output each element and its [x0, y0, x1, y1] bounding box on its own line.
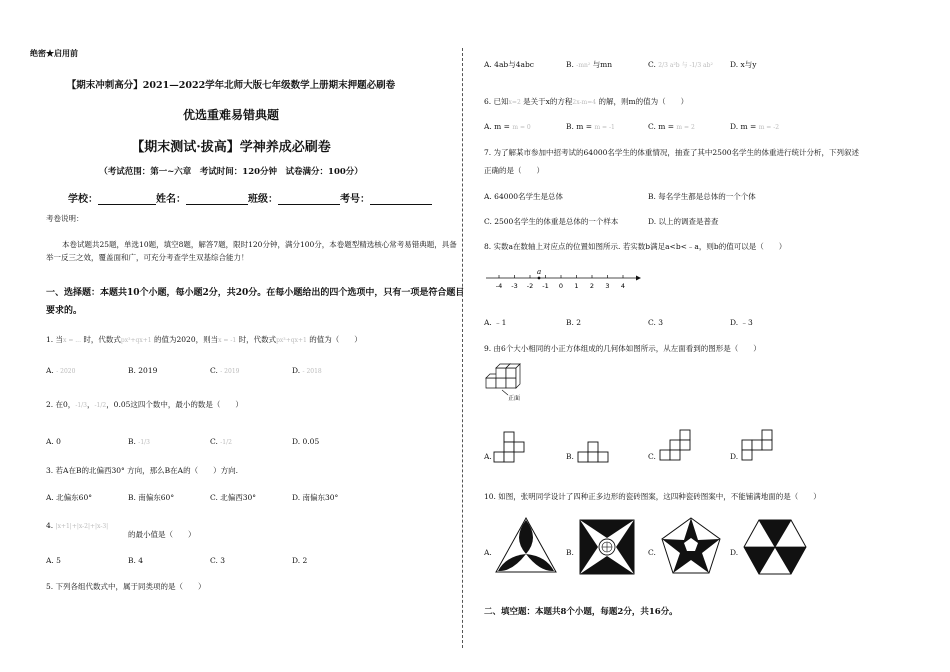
number-line-tick-label: 3	[605, 282, 610, 290]
number-line-tick-label: -2	[526, 282, 534, 290]
secret-label: 绝密★启用前	[30, 48, 78, 58]
school-field[interactable]	[98, 195, 156, 205]
cube-face	[506, 378, 516, 388]
q8-option-d[interactable]: D. ﹣3	[730, 318, 753, 327]
q5-option-d[interactable]: D. x与y	[730, 60, 757, 69]
q9-option-d[interactable]: D.	[730, 452, 739, 461]
q4-option-b[interactable]: B. 4	[128, 556, 144, 565]
q10-tile-triangle	[494, 516, 558, 576]
q2-text-c: ，0.05这四个数中，最小的数是（ ）	[106, 400, 243, 409]
q9-shape-a	[494, 430, 534, 466]
point-a-label: a	[537, 268, 542, 276]
cube-solid-figure	[484, 364, 534, 404]
q3-option-d[interactable]: D. 南偏东30°	[292, 493, 339, 502]
q2-option-a[interactable]: A. 0	[46, 437, 61, 446]
q2-frac-1: -1/3	[75, 402, 87, 409]
q4-text-a: 4.	[46, 521, 54, 530]
q4-option-d[interactable]: D. 2	[292, 556, 308, 565]
q5-option-a[interactable]: A. 4ab与4abc	[484, 60, 534, 69]
number-line-tick-label: 1	[574, 282, 579, 290]
q4-math-expr: |x+1|+|x-2|+|x-3|	[55, 523, 109, 530]
q6-option-a[interactable]: A. m = m = 0	[484, 122, 531, 131]
q9-shape-d	[742, 428, 782, 468]
exam-no-label: 考号：	[340, 194, 370, 205]
name-label: 姓名：	[156, 194, 186, 205]
q9-shape-b	[578, 440, 618, 468]
q1-option-c[interactable]: C. - 2019	[210, 366, 240, 375]
q7-option-a[interactable]: A. 64000名学生是总体	[484, 192, 564, 201]
question-4-tail: 的最小值是（ ）	[128, 530, 196, 539]
q5-option-c[interactable]: C. 2/3 a²b 与 -1/3 ab²	[648, 60, 713, 69]
q8-option-a[interactable]: A. ﹣1	[484, 318, 507, 327]
q9-option-c[interactable]: C.	[648, 452, 656, 461]
q3-option-b[interactable]: B. 南偏东60°	[128, 493, 175, 502]
column-divider	[462, 48, 463, 648]
q2-frac-2: -1/2	[94, 402, 107, 409]
number-line	[484, 266, 644, 292]
q6-option-b[interactable]: B. m = m = -1	[566, 122, 615, 131]
class-field[interactable]	[278, 195, 340, 205]
exam-title: 【期末冲刺高分】2021—2022学年北师大版七年级数学上册期末押题必刷卷	[66, 80, 396, 91]
cube-face	[486, 378, 496, 388]
q10-option-c[interactable]: C.	[648, 548, 656, 557]
q1-math-expr: px³+qx+1	[120, 337, 152, 344]
number-line-tick-label: -4	[495, 282, 503, 290]
q1-text-e: 的值为（ ）	[309, 335, 362, 344]
question-5: 5. 下列各组代数式中，属于同类项的是（ ）	[46, 582, 206, 591]
cube-face	[496, 378, 506, 388]
section2-heading: 二、填空题：本题共8个小题，每题2分，共16分。	[484, 607, 678, 617]
q1-option-a[interactable]: A. - 2020	[46, 366, 76, 375]
question-6	[484, 97, 688, 108]
q1-text-b: 时，代数式	[83, 335, 121, 344]
exam-subtitle: 优选重难易错典题	[182, 108, 279, 122]
class-label: 班级：	[248, 194, 278, 205]
front-view-label: 正面	[508, 395, 521, 402]
number-line-tick-label: 0	[558, 282, 564, 290]
q6-math-x: x=2	[508, 99, 521, 106]
q3-option-a[interactable]: A. 北偏东60°	[46, 493, 92, 502]
q2-option-c[interactable]: C. -1/2	[210, 437, 232, 446]
q1-text-d: 时，代数式	[238, 335, 277, 344]
question-4	[46, 521, 108, 532]
q10-option-d[interactable]: D.	[730, 548, 739, 557]
number-line-tick-label: -1	[542, 282, 549, 290]
q6-text-a: 6. 已知	[484, 97, 509, 106]
number-line-tick-label: 4	[620, 282, 626, 290]
q9-option-b[interactable]: B.	[566, 452, 574, 461]
point-a-dot	[538, 277, 541, 280]
cube-face	[506, 368, 516, 378]
question-2	[46, 400, 243, 411]
exam-main-title: 【期末测试·拔高】学神养成必刷卷	[131, 140, 331, 155]
q6-option-d[interactable]: D. m = m = -2	[730, 122, 780, 131]
section1-heading: 一、选择题：本题共10个小题，每小题2分，共20分。在每小题给出的四个选项中，只有一项是符合题目要求的。	[46, 288, 465, 316]
question-1	[46, 335, 362, 346]
name-field[interactable]	[186, 195, 248, 205]
q6-math-eq: 2x-m=4	[572, 99, 597, 106]
q4-option-a[interactable]: A. 5	[46, 556, 61, 565]
question-3: 3. 若A在B的北偏西30° 方向，那么B在A的（ ）方向.	[46, 466, 238, 475]
q9-shape-c	[660, 428, 700, 468]
q1-text-c: 的值为2020，则当	[154, 335, 219, 344]
q10-tile-hexagon	[742, 518, 808, 576]
q7-option-c[interactable]: C. 2500名学生的体重是总体的一个样本	[484, 217, 619, 226]
question-7-line2: 正确的是（ ）	[484, 166, 544, 175]
q6-text-c: 的解，则m的值为（ ）	[598, 97, 689, 106]
q2-option-b[interactable]: B. -1/3	[128, 437, 150, 446]
number-line-tick-label: 2	[589, 282, 595, 290]
q1-math-x: x = ...	[63, 337, 81, 344]
q10-tile-square	[578, 518, 636, 576]
instructions-heading: 考卷说明：	[46, 214, 84, 223]
cube-face	[496, 368, 506, 378]
question-8: 8. 实数a在数轴上对应点的位置如图所示. 若实数b满足a<b<﹣a，则b的值可以是（ ）	[484, 242, 787, 251]
q1-option-b[interactable]: B. 2019	[128, 366, 158, 375]
q6-text-b: 是关于x的方程	[523, 97, 573, 106]
q8-option-c[interactable]: C. 3	[648, 318, 664, 327]
student-info-row	[68, 190, 432, 205]
instructions-body: 本卷试题共25题，单选10题，填空8题，解答7题，限时120分钟，满分100分，本卷题型精选核心常考易错典题，具备举一反三之效，覆盖面和广，可充分考查学生双基综合能力！	[46, 240, 457, 262]
q2-option-d[interactable]: D. 0.05	[292, 437, 320, 446]
q2-text-b: ，	[87, 400, 95, 409]
exam-scope: （考试范围：第一~六章 考试时间：120分钟 试卷满分：100分）	[99, 167, 363, 177]
q1-math-x2: x = -1	[218, 337, 237, 344]
question-10: 10. 如图，张明同学设计了四种正多边形的瓷砖图案，这四种瓷砖图案中，不能铺满地面的是（ ）	[484, 492, 821, 501]
number-line-tick-label: -3	[511, 282, 518, 290]
q10-option-a[interactable]: A.	[484, 548, 492, 557]
q1-math-expr2: px³+qx+1	[276, 337, 307, 344]
q1-text-a: 1. 当	[46, 335, 64, 344]
q4-option-c[interactable]: C. 3	[210, 556, 226, 565]
q5-option-b[interactable]: B. -mn² 与mn	[566, 60, 613, 69]
question-7: 7. 为了解某市参加中招考试的64000名学生的体重情况，抽查了其中2500名学生的体重进行统计分析，下列叙述	[484, 148, 859, 157]
q10-tile-pentagon	[660, 516, 722, 576]
q7-option-b[interactable]: B. 每名学生都是总体的一个个体	[648, 192, 756, 201]
cube-side	[516, 364, 520, 388]
q2-text-a: 2. 在0，	[46, 400, 76, 409]
number-line-arrow	[636, 276, 641, 281]
q8-option-b[interactable]: B. 2	[566, 318, 582, 327]
q3-option-c[interactable]: C. 北偏西30°	[210, 493, 257, 502]
q7-option-d[interactable]: D. 以上的调查是普查	[648, 217, 719, 226]
q1-option-d[interactable]: D. - 2018	[292, 366, 322, 375]
number-line-ticks	[496, 275, 625, 290]
q9-option-a[interactable]: A.	[484, 452, 492, 461]
exam-no-field[interactable]	[370, 195, 432, 205]
school-label: 学校：	[68, 194, 98, 205]
q10-option-b[interactable]: B.	[566, 548, 574, 557]
question-9: 9. 由6个大小相同的小正方体组成的几何体如图所示，从左面看到的图形是（ ）	[484, 344, 761, 353]
q6-option-c[interactable]: C. m = m = 2	[648, 122, 695, 131]
